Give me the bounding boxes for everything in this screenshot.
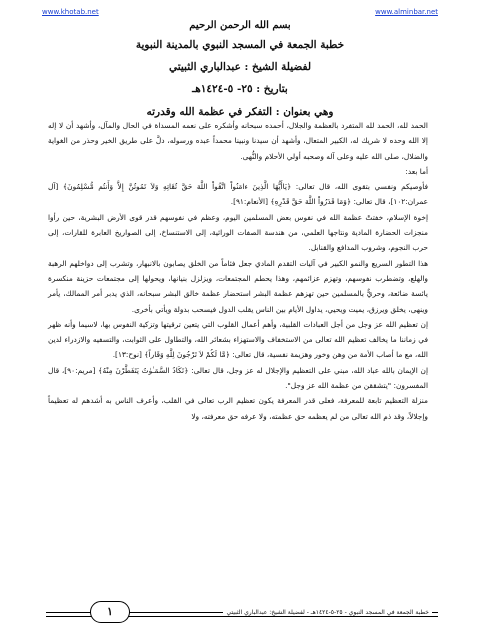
subject-line: وهي بعنوان : التفكر في عظمة الله وقدرته	[146, 106, 334, 118]
paragraph: أما بعد:	[405, 166, 428, 176]
khotab-link[interactable]: www.khotab.net	[42, 8, 99, 16]
paragraph: إخوة الإسلام، خفتتْ عظمة الله في نفوس بعض المسلمين اليوم، وعظم في نفوسهم قدر قوى الأرض البشرية، حين رأوا منجزات الحضارة المادية ونتاجها العلمي، من هندسة الصفات الوراثية، إلى الاستنساخ، إلى الصواريخ العابرة للقارات، إلى حرب النجوم، وشروب المدافع والقنابل.	[48, 212, 428, 253]
paragraph: الحمد لله، الحمد لله المتفرد بالعظمة والجلال، أحمده سبحانه وأشكره على نعمه المسداة في الحال والمآل، وأشهد أن لا إله إلا الله وحده لا شريك له، الكبير المتعال، وأشهد أن سيدنا ونبينا محمداً عبده ورسوله، دلَّ على طريق الخير وحذر من الغواية والضلال، صلى الله عليه وعلى آله وصحبه أولي الأحلام والنُّهى.	[48, 121, 428, 161]
sermon-title: خطبة الجمعة في المسجد النبوي بالمدينة النبوية	[135, 39, 345, 51]
page-number: ١	[90, 601, 130, 623]
footer-caption: خطبة الجمعة في المسجد النبوي - ٢٥-٥-١٤٢٤هـ - لفضيلة الشيخ: عبدالباري الثبيتي	[223, 609, 432, 616]
paragraph: هذا التطور السريع والنمو الكبير في آليات التقدم المادي جعل فئاماً من الخلق يصابون بالانبهار، وتشرب إلى دواخلهم الرهبة والهلع، وتضطرب نفوسهم، وتهزم عزائمهم، وهذا يحطم المجتمعات، ويزلزل بنيانها، ويحولها إلى مجتمعات حزينة منكسرة يائسة ضائعة، وحريٌّ بالمسلمين حين تهزهم عظمة البشر استحضار عظمة خالق البشر سبحانه، الذي يدبر أمر الممالك، يأمر وينهى، يخلق ويرزق، يميت ويحيي، يداول الأيام بين الناس يقلب الدول فيسحب بدولة ويأتي بأخرى.	[48, 258, 428, 314]
document-header	[40, 18, 440, 123]
basmala: بسم الله الرحمن الرحيم	[189, 20, 291, 31]
alminbar-link[interactable]: www.alminbar.net	[375, 8, 438, 16]
date-line: بتاريخ : ٢٥- ٥-١٤٢٤هـ	[192, 83, 288, 95]
sermon-body	[48, 118, 428, 424]
paragraph: فأوصيكم ونفسي بتقوى الله، قال تعالى: ﴿يَاأَيُّهَا الَّذِينَ ءامَنُواْ اتَّقُواْ اللَّهَ حَقَّ تُقَاتِهِ وَلاَ تَمُوتُنَّ إِلاَّ وَأَنتُم مُّسْلِمُونَ﴾ [آل عمران:١٠٢]، قال تعالى: ﴿وَمَا قَدَرُواْ اللَّهَ حَقَّ قَدْرِهِ﴾ [الأنعام:٩١].	[48, 182, 428, 207]
paragraph: إن الإيمان بالله عباد الله، مبني على التعظيم والإجلال له عز وجل، قال تعالى: ﴿تَكَادُ السَّمَـٰوٰتُ يَتَفَطَّرْنَ مِنْهُ﴾ [مريم:٩٠]، قال المفسرون: "يتشققن من عظمة الله عز وجل".	[48, 365, 428, 391]
paragraph: إن تعظيم الله عز وجل من أجل العبادات القلبية، وأهم أعمال القلوب التي يتعين ترقيتها وتزكية النفوس بها، لاسيما وأنه ظهر في زماننا ما يخالف تعظيم الله تعالى من الاستخفاف والاستهزاء بشعائر الله، والتطاول على الثوابت، والتسفيه والازدراء لدين الله، مع ما أصاب الأمة من وهن وخور وهزيمة نفسية، قال تعالى: ﴿مَّا لَكُمْ لاَ تَرْجُونَ لِلَّهِ وَقَاراً﴾ [نوح:١٣].	[48, 319, 428, 360]
paragraph: منزلة التعظيم تابعة للمعرفة، فعلى قدر المعرفة يكون تعظيم الرب تعالى في القلب، وأعرف الناس به أشدهم له تعظيماً وإجلالاً، وقد ذم الله تعالى من لم يعظمه حق عظمته، ولا عرفه حق معرفته، ولا	[48, 396, 428, 421]
speaker-line: لفضيلة الشيخ : عبدالباري الثبيتي	[168, 61, 312, 73]
